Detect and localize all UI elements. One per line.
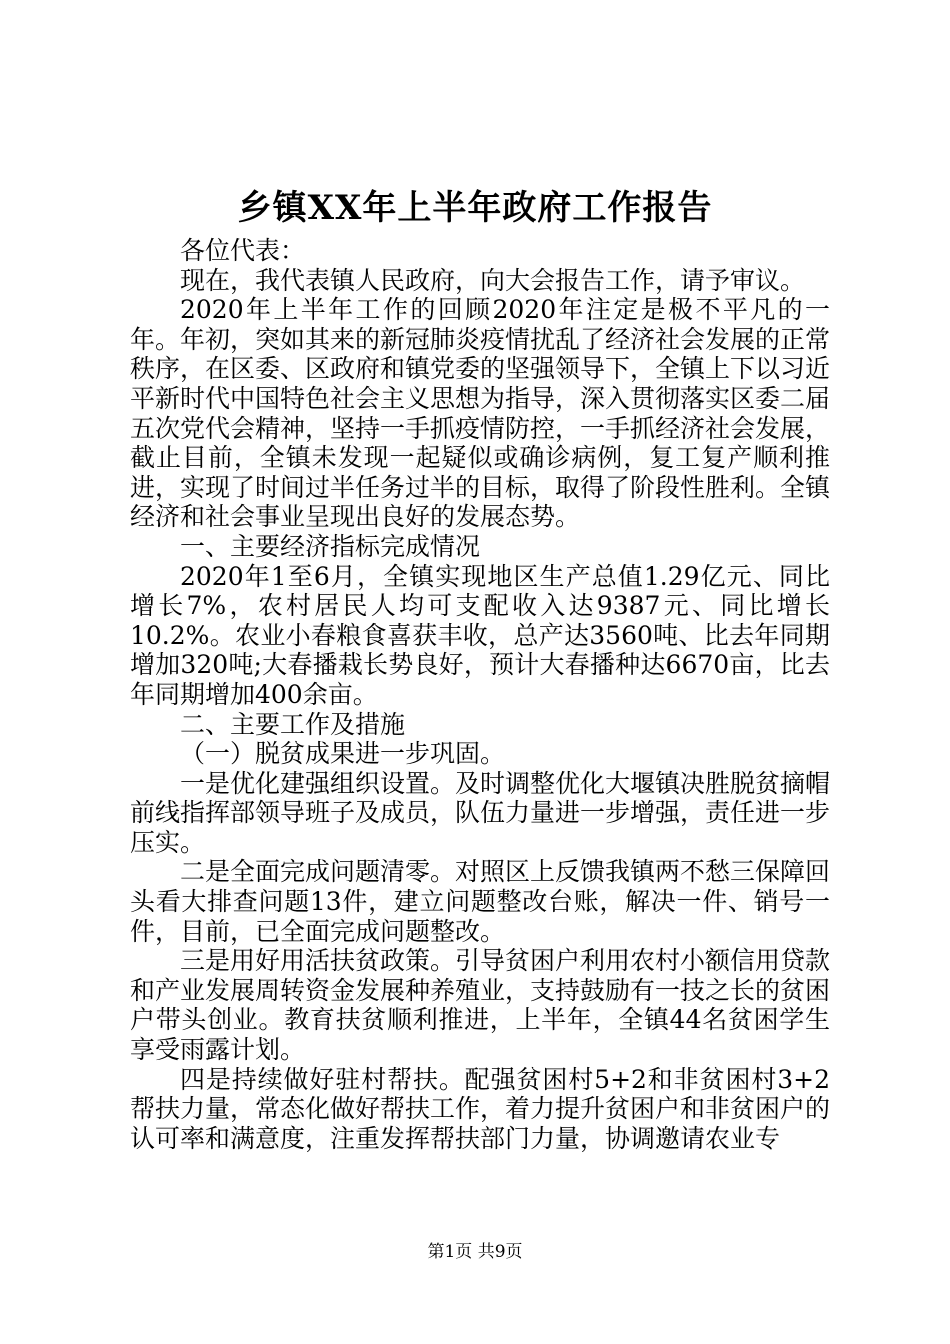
document-title: 乡镇XX年上半年政府工作报告 xyxy=(237,188,713,228)
subsection-heading: （一）脱贫成果进一步巩固。 xyxy=(180,739,506,769)
body-paragraph: 三是用好用活扶贫政策。引导贫困户利用农村小额信用贷款和产业发展周转资金发展种养殖业，支持鼓励有一技之长的贫困户带头创业。教育扶贫顺利推进，上半年，全镇44名贫困学生享受雨露计划。 xyxy=(130,946,831,1065)
section-heading: 一、主要经济指标完成情况 xyxy=(180,531,481,561)
body-paragraph: 二是全面完成问题清零。对照区上反馈我镇两不愁三保障回头看大排查问题13件，建立问题整改台账，解决一件、销号一件，目前，已全面完成问题整改。 xyxy=(130,857,831,946)
page-number: 第1页 共9页 xyxy=(427,1242,523,1262)
body-paragraph: 一是优化建强组织设置。及时调整优化大堰镇决胜脱贫摘帽前线指挥部领导班子及成员，队伍力量进一步增强，责任进一步压实。 xyxy=(130,768,831,857)
body-paragraph: 现在，我代表镇人民政府，向大会报告工作，请予审议。 xyxy=(180,265,806,295)
body-paragraph: 2020年上半年工作的回顾2020年注定是极不平凡的一年。年初，突如其来的新冠肺炎疫情扰乱了经济社会发展的正常秩序，在区委、区政府和镇党委的坚强领导下，全镇上下以习近平新时代中国特色社会主义思想为指导，深入贯彻落实区委二届五次党代会精神，坚持一手抓疫情防控，一手抓经济社会发展，截止目前，全镇未发现一起疑似或确诊病例，复工复产顺利推进，实现了时间过半任务过半的目标，取得了阶段性胜利。全镇经济和社会事业呈现出良好的发展态势。 xyxy=(130,295,831,532)
salutation: 各位代表： xyxy=(180,236,306,265)
document-body xyxy=(130,236,830,1153)
section-heading: 二、主要工作及措施 xyxy=(180,709,406,739)
body-paragraph: 2020年1至6月，全镇实现地区生产总值1.29亿元、同比增长7%，农村居民人均可支配收入达9387元、同比增长10.2%。农业小春粮食喜获丰收，总产达3560吨、比去年同期增加320吨;大春播栽长势良好，预计大春播种达6670亩，比去年同期增加400余亩。 xyxy=(130,561,830,709)
body-paragraph: 四是持续做好驻村帮扶。配强贫困村5+2和非贫困村3+2帮扶力量，常态化做好帮扶工作，着力提升贫困户和非贫困户的认可率和满意度，注重发挥帮扶部门力量，协调邀请农业专 xyxy=(130,1064,831,1153)
